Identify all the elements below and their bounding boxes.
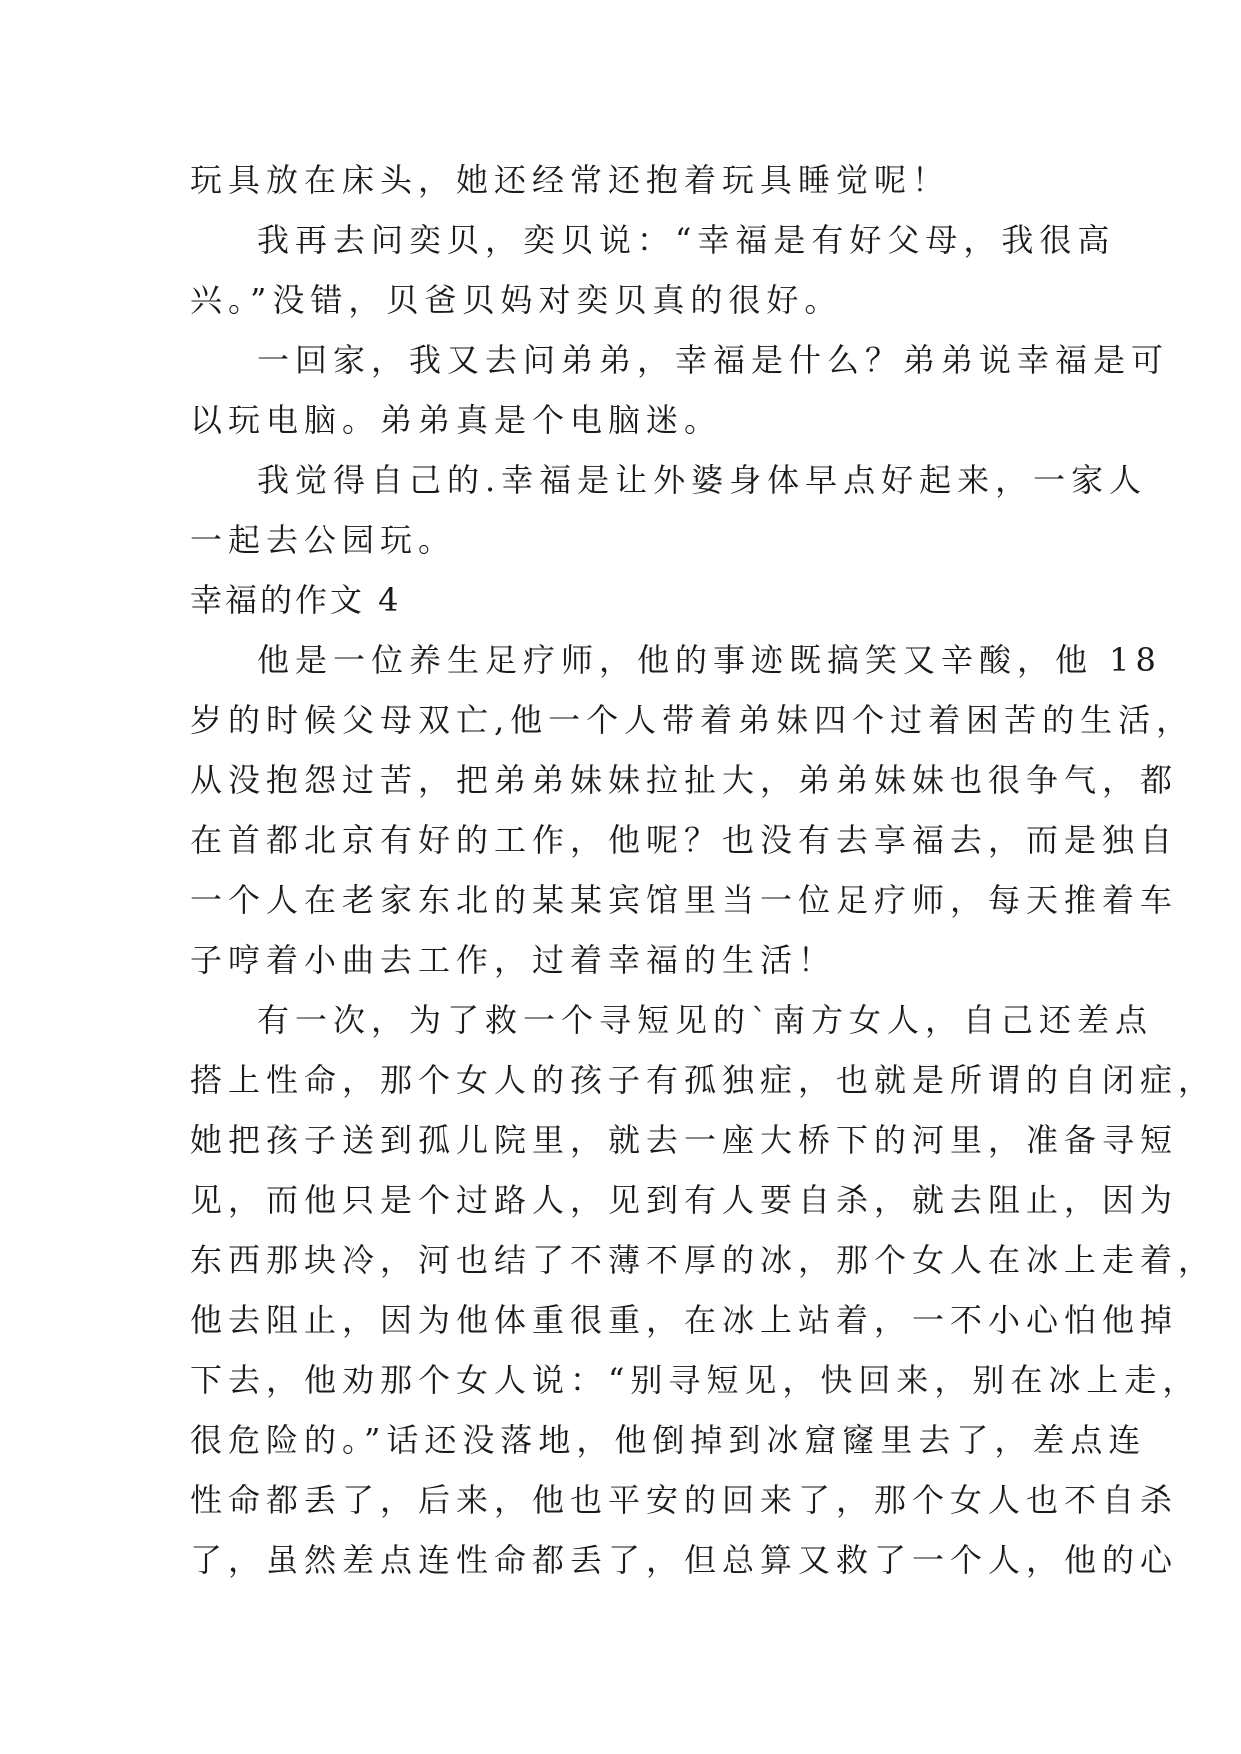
text-line: 搭上性命，那个女人的孩子有孤独症，也就是所谓的自闭症， (190, 1061, 1217, 1099)
text-line: 见，而他只是个过路人，见到有人要自杀，就去阻止，因为 (190, 1181, 1179, 1219)
text-line: 在首都北京有好的工作，他呢？也没有去享福去，而是独自 (190, 821, 1179, 859)
text-line: 他去阻止，因为他体重很重，在冰上站着，一不小心怕他掉 (190, 1301, 1179, 1339)
paragraph-first-line: 有一次，为了救一个寻短见的`南方女人，自己还差点 (257, 1001, 1154, 1039)
text-line: 子哼着小曲去工作，过着幸福的生活！ (190, 941, 837, 979)
text-line: 玩具放在床头，她还经常还抱着玩具睡觉呢！ (190, 161, 951, 199)
paragraph-first-line: 我觉得自己的.幸福是让外婆身体早点好起来，一家人 (257, 461, 1148, 499)
text-line: 一个人在老家东北的某某宾馆里当一位足疗师，每天推着车 (190, 881, 1179, 919)
paragraph-first-line: 我再去问奕贝，奕贝说：“幸福是有好父母，我很高 (257, 221, 1116, 259)
text-line: 了，虽然差点连性命都丢了，但总算又救了一个人，他的心 (190, 1541, 1179, 1579)
text-line: 性命都丢了，后来，他也平安的回来了，那个女人也不自杀 (190, 1481, 1179, 1519)
text-line: 东西那块冷，河也结了不薄不厚的冰，那个女人在冰上走着， (190, 1241, 1217, 1279)
text-line: 从没抱怨过苦，把弟弟妹妹拉扯大，弟弟妹妹也很争气，都 (190, 761, 1179, 799)
text-line: 一起去公园玩。 (190, 521, 457, 559)
text-line: 她把孩子送到孤儿院里，就去一座大桥下的河里，准备寻短 (190, 1121, 1179, 1159)
document-body (190, 150, 1217, 1590)
paragraph-first-line: 一回家，我又去问弟弟，幸福是什么？弟弟说幸福是可 (257, 341, 1170, 379)
section-heading: 幸福的作文 4 (190, 581, 402, 619)
text-line: 很危险的。”话还没落地，他倒掉到冰窟窿里去了，差点连 (190, 1421, 1147, 1459)
text-line: 岁的时候父母双亡,他一个人带着弟妹四个过着困苦的生活， (190, 701, 1195, 739)
text-line: 以玩电脑。弟弟真是个电脑迷。 (190, 401, 723, 439)
paragraph-first-line: 他是一位养生足疗师，他的事迹既搞笑又辛酸，他 18 (257, 641, 1162, 679)
text-line: 兴。”没错，贝爸贝妈对奕贝真的很好。 (190, 281, 843, 319)
text-line: 下去，他劝那个女人说：“别寻短见，快回来，别在冰上走， (190, 1361, 1201, 1399)
